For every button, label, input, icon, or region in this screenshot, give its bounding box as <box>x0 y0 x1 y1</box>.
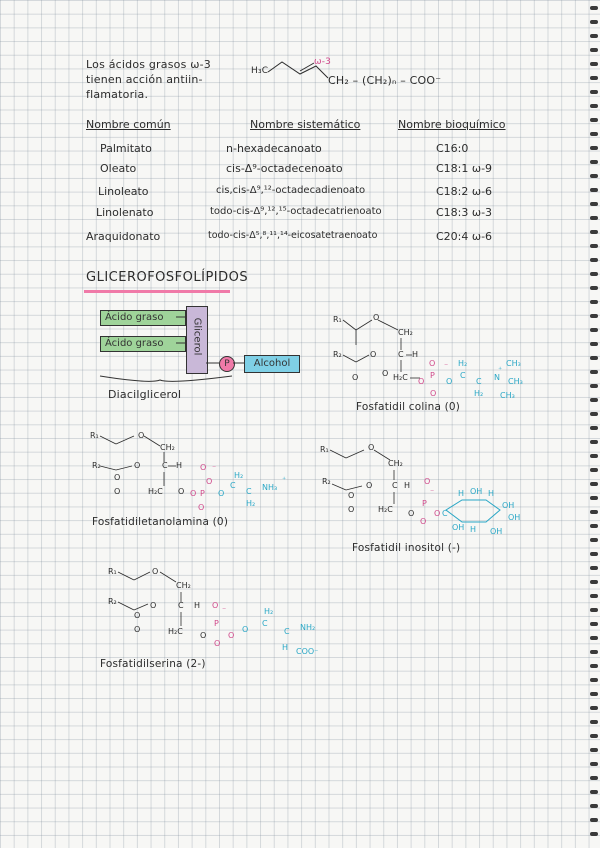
svg-text:O: O <box>200 631 207 640</box>
svg-text:NH₂: NH₂ <box>300 623 316 632</box>
intro-line-2: tienen acción antiin- <box>86 73 203 86</box>
svg-text:H₂: H₂ <box>458 359 468 368</box>
svg-text:P: P <box>422 499 427 508</box>
svg-text:R₂: R₂ <box>333 350 342 359</box>
svg-text:O: O <box>382 369 389 378</box>
svg-text:⁺: ⁺ <box>282 475 287 484</box>
svg-text:H: H <box>282 643 289 652</box>
systematic-name: cis-Δ⁹-octadecenoato <box>226 162 343 175</box>
svg-text:O: O <box>228 631 235 640</box>
svg-text:P: P <box>430 371 435 380</box>
svg-text:O: O <box>373 313 380 322</box>
svg-text:C: C <box>162 461 168 470</box>
svg-text:C: C <box>460 371 466 380</box>
svg-text:R₂: R₂ <box>322 477 331 486</box>
svg-text:O: O <box>370 350 377 359</box>
svg-text:C: C <box>246 487 252 496</box>
svg-text:O: O <box>114 473 121 482</box>
svg-text:CH₃: CH₃ <box>506 359 521 368</box>
svg-text:COO⁻: COO⁻ <box>296 647 319 656</box>
svg-text:⁻: ⁻ <box>222 605 227 614</box>
svg-text:H₂C: H₂C <box>393 373 408 382</box>
svg-text:H: H <box>470 525 477 534</box>
svg-text:O: O <box>138 431 145 440</box>
svg-text:CH₂: CH₂ <box>398 328 413 337</box>
phosphatidylserine-structure <box>108 567 318 656</box>
svg-text:O: O <box>424 477 431 486</box>
systematic-name: n-hexadecanoato <box>226 142 322 155</box>
svg-text:H₂C: H₂C <box>168 627 183 636</box>
header-common-name: Nombre común <box>86 118 171 131</box>
svg-text:O: O <box>408 509 415 518</box>
svg-text:O: O <box>429 359 436 368</box>
svg-text:CH₃: CH₃ <box>500 391 515 400</box>
svg-text:C: C <box>398 350 404 359</box>
svg-text:O: O <box>206 477 213 486</box>
svg-text:N: N <box>494 373 500 382</box>
svg-text:O: O <box>348 505 355 514</box>
fatty-acid-box-1 <box>100 310 186 326</box>
svg-text:O: O <box>152 567 159 576</box>
table-row <box>0 206 600 222</box>
alcohol-box: Alcohol <box>244 355 300 373</box>
svg-text:O: O <box>114 487 121 496</box>
svg-text:⁺: ⁺ <box>498 365 503 374</box>
svg-text:H₂: H₂ <box>264 607 274 616</box>
phosphate-circle: P <box>219 356 235 372</box>
svg-text:⁻: ⁻ <box>430 487 435 496</box>
common-name: Palmitato <box>100 142 152 155</box>
fatty-acid-label-1: Ácido graso <box>105 312 164 323</box>
svg-text:O: O <box>134 611 141 620</box>
caption-phosphatidylinositol: Fosfatidil inositol (-) <box>352 542 461 554</box>
fatty-acid-label-2: Ácido graso <box>105 338 164 349</box>
svg-text:O: O <box>178 487 185 496</box>
svg-text:C: C <box>392 481 398 490</box>
svg-text:P: P <box>214 619 219 628</box>
table-row <box>0 162 600 178</box>
intro-line-1: Los ácidos grasos ω-3 <box>86 58 211 71</box>
svg-text:O: O <box>418 377 425 386</box>
svg-text:H: H <box>488 489 495 498</box>
svg-text:O: O <box>200 463 207 472</box>
svg-text:R₁: R₁ <box>90 431 99 440</box>
svg-text:R₁: R₁ <box>333 315 342 324</box>
svg-text:R₂: R₂ <box>108 597 117 606</box>
svg-text:OH: OH <box>508 513 521 522</box>
phosphatidylcholine-structure <box>333 313 523 400</box>
common-name: Araquidonato <box>86 230 161 243</box>
svg-text:O: O <box>430 389 437 398</box>
biochemical-name: C18:2 ω-6 <box>436 185 493 198</box>
phosphatidylinositol-structure <box>320 443 520 536</box>
svg-text:O: O <box>134 625 141 634</box>
section-title: GLICEROFOSFOLÍPIDOS <box>86 270 249 285</box>
formula-omega-label: ω-3 <box>314 57 332 67</box>
svg-text:C: C <box>178 601 184 610</box>
svg-text:R₁: R₁ <box>320 445 329 454</box>
svg-text:O: O <box>434 509 441 518</box>
svg-text:O: O <box>150 601 157 610</box>
svg-text:OH: OH <box>470 487 483 496</box>
svg-text:R₁: R₁ <box>108 567 117 576</box>
biochemical-name: C16:0 <box>436 142 469 155</box>
caption-phosphatidylethanolamine: Fosfatidiletanolamina (0) <box>92 516 229 528</box>
formula-chain: CH₂ – (CH₂)ₙ – COO⁻ <box>328 74 442 87</box>
svg-text:CH₂: CH₂ <box>176 581 191 590</box>
svg-text:CH₂: CH₂ <box>388 459 403 468</box>
svg-text:H: H <box>404 481 411 490</box>
svg-text:⁻: ⁻ <box>444 361 449 370</box>
svg-text:O: O <box>212 601 219 610</box>
svg-text:O: O <box>368 443 375 452</box>
common-name: Oleato <box>100 162 137 175</box>
fatty-acid-box-2 <box>100 336 186 352</box>
common-name: Linolenato <box>96 206 154 219</box>
svg-text:P: P <box>200 489 205 498</box>
svg-text:OH: OH <box>502 501 515 510</box>
svg-text:H: H <box>458 489 465 498</box>
biochemical-name: C18:3 ω-3 <box>436 206 493 219</box>
svg-text:C: C <box>262 619 268 628</box>
svg-text:O: O <box>242 625 249 634</box>
systematic-name: todo-cis-Δ⁵,⁸,¹¹,¹⁴-eicosatetraenoato <box>208 230 378 241</box>
table-row <box>0 230 600 246</box>
svg-text:C: C <box>230 481 236 490</box>
common-name: Linoleato <box>98 185 149 198</box>
svg-text:NH₃: NH₃ <box>262 483 278 492</box>
svg-text:O: O <box>198 503 205 512</box>
svg-text:O: O <box>190 489 197 498</box>
formula-h3c: H₃C <box>251 66 269 76</box>
systematic-name: todo-cis-Δ⁹,¹²,¹⁵-octadecatrienoato <box>210 206 382 217</box>
svg-text:O: O <box>446 377 453 386</box>
header-systematic-name: Nombre sistemático <box>250 118 361 131</box>
svg-text:H: H <box>176 461 183 470</box>
biochemical-name: C18:1 ω-9 <box>436 162 493 175</box>
table-header-row <box>0 118 600 134</box>
caption-phosphatidylserine: Fosfatidilserina (2-) <box>100 658 206 670</box>
intro-line-3: flamatoria. <box>86 88 149 101</box>
svg-text:C: C <box>284 627 290 636</box>
svg-text:O: O <box>214 639 221 648</box>
glycerol-label: Glicerol <box>191 317 203 356</box>
svg-text:H₂: H₂ <box>246 499 256 508</box>
biochemical-name: C20:4 ω-6 <box>436 230 493 243</box>
svg-text:O: O <box>134 461 141 470</box>
svg-text:O: O <box>420 517 427 526</box>
svg-text:OH: OH <box>452 523 465 532</box>
svg-text:R₂: R₂ <box>92 461 101 470</box>
caption-phosphatidylcholine: Fosfatidil colina (0) <box>356 401 461 413</box>
svg-text:O: O <box>218 489 225 498</box>
header-biochemical-name: Nombre bioquímico <box>398 118 506 131</box>
svg-text:O: O <box>352 373 359 382</box>
svg-text:H: H <box>412 350 419 359</box>
svg-text:H₂C: H₂C <box>148 487 163 496</box>
phosphatidylethanolamine-structure <box>90 431 286 512</box>
systematic-name: cis,cis-Δ⁹,¹²-octadecadienoato <box>216 185 366 196</box>
glycerol-box <box>186 306 208 374</box>
diacylglycerol-caption: Diacilglicerol <box>108 388 182 401</box>
svg-text:O: O <box>366 481 373 490</box>
table-row <box>0 185 600 201</box>
table-row <box>0 142 600 158</box>
svg-text:⁻: ⁻ <box>212 463 217 472</box>
svg-text:CH₂: CH₂ <box>160 443 175 452</box>
svg-text:H₂C: H₂C <box>378 505 393 514</box>
svg-text:CH₃: CH₃ <box>508 377 523 386</box>
svg-text:H₂: H₂ <box>474 389 484 398</box>
svg-text:C: C <box>442 509 448 518</box>
svg-text:C: C <box>476 377 482 386</box>
svg-text:H: H <box>194 601 201 610</box>
svg-text:H₂: H₂ <box>234 471 244 480</box>
svg-text:O: O <box>348 491 355 500</box>
svg-text:OH: OH <box>490 527 503 536</box>
